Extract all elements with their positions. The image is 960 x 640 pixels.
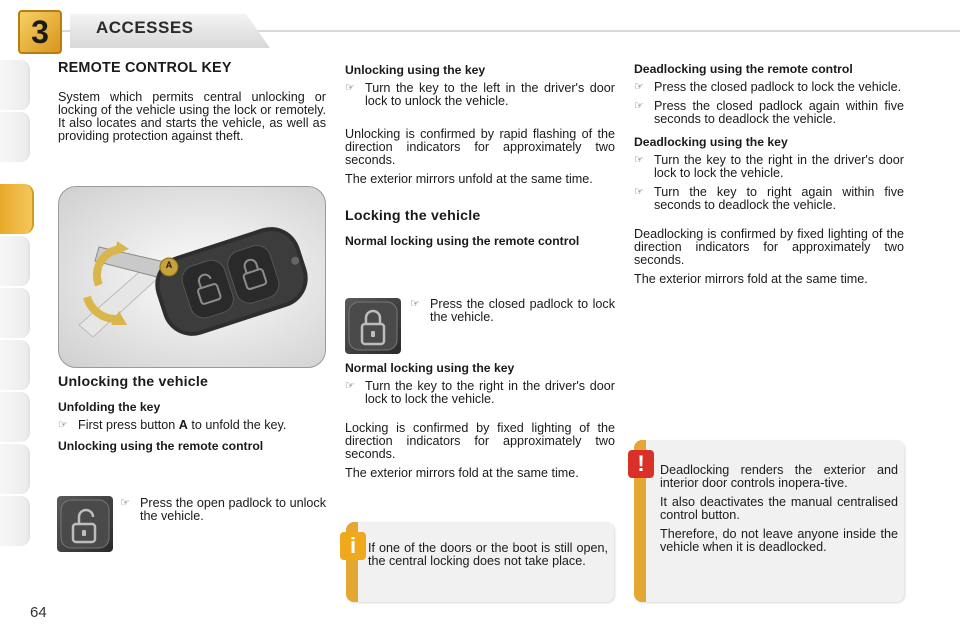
warning-paragraph-3: Therefore, do not leave anyone inside the vehicle when it is deadlocked. — [660, 527, 898, 554]
unlocking-heading: Unlocking the vehicle — [58, 374, 209, 390]
dead-key-heading: Deadlocking using the key — [634, 135, 788, 149]
chapter-tab[interactable] — [0, 288, 30, 338]
chapter-tab[interactable] — [0, 112, 30, 162]
pointing-hand-icon: ☞ — [634, 186, 644, 198]
normal-key-heading: Normal locking using the key — [345, 361, 515, 375]
left-column-lower — [58, 376, 326, 458]
chapter-tab[interactable] — [0, 236, 30, 286]
unlock-remote-bullet: ☞ Press the open padlock to unlock the vehicle. — [120, 496, 326, 523]
dead-confirm-paragraph: Deadlocking is confirmed by fixed lighting of the direction indicators for approximately two seconds. — [634, 227, 904, 267]
pointing-hand-icon: ☞ — [120, 497, 130, 509]
normal-key-bullet: ☞ Turn the key to the right in the driver's door lock to lock the vehicle. — [345, 379, 615, 406]
middle-column-lower — [345, 362, 615, 486]
chapter-tab-strip — [0, 60, 34, 580]
button-a-ref: A — [178, 418, 188, 432]
unlock-key-heading: Unlocking using the key — [345, 63, 486, 77]
dead-key-bullet-2: ☞ Turn the key to right again within five seconds to deadlock the vehicle. — [634, 185, 904, 212]
pointing-hand-icon: ☞ — [634, 154, 644, 166]
warning-paragraph-1: Deadlocking renders the exterior and interior door controls inopera-tive. — [660, 463, 898, 490]
locking-heading: Locking the vehicle — [345, 208, 481, 224]
pointing-hand-icon: ☞ — [634, 100, 644, 112]
dead-remote-heading: Deadlocking using the remote control — [634, 62, 853, 76]
unlock-remote-heading: Unlocking using the remote control — [58, 439, 264, 453]
intro-paragraph: System which permits central unlocking or locking of the vehicle using the lock or remotely. It also locates and starts the vehicle, as well as providing protection against theft. — [58, 90, 326, 143]
info-note — [346, 522, 614, 602]
normal-remote-bullet: ☞ Press the closed padlock to lock the vehicle. — [410, 297, 615, 324]
warning-icon: ! — [628, 450, 654, 478]
dead-remote-bullet-2: ☞ Press the closed padlock again within five seconds to deadlock the vehicle. — [634, 99, 904, 126]
info-icon: i — [340, 532, 366, 560]
remote-key-photo — [58, 186, 326, 368]
unlock-remote-bullet-wrap — [120, 497, 326, 529]
chapter-tab[interactable] — [0, 392, 30, 442]
unlock-key-bullet: ☞ Turn the key to the left in the driver's door lock to unlock the vehicle. — [345, 81, 615, 108]
right-column — [634, 63, 904, 292]
normal-remote-bullet-wrap — [410, 298, 615, 330]
dead-remote-bullet-1: ☞ Press the closed padlock to lock the vehicle. — [634, 80, 902, 94]
lock-confirm-paragraph: Locking is confirmed by fixed lighting of the direction indicators for approximately two seconds. — [345, 421, 615, 461]
pointing-hand-icon: ☞ — [410, 298, 420, 310]
warning-paragraph-2: It also deactivates the manual centralised control button. — [660, 495, 898, 522]
chapter-tab[interactable] — [0, 444, 30, 494]
left-column — [58, 62, 326, 149]
closed-padlock-icon — [345, 298, 401, 354]
chapter-title: ACCESSES — [96, 18, 194, 37]
warning-note — [634, 440, 904, 602]
open-padlock-button-icon — [57, 496, 113, 552]
dead-key-bullet-1: ☞ Turn the key to the right in the driver's door lock to lock the vehicle. — [634, 153, 904, 180]
pointing-hand-icon: ☞ — [634, 81, 644, 93]
dead-mirrors-paragraph: The exterior mirrors fold at the same time. — [634, 272, 868, 286]
unfolding-bullet: ☞ First press button A to unfold the key. — [58, 418, 287, 432]
unfolding-heading: Unfolding the key — [58, 400, 161, 414]
pointing-hand-icon: ☞ — [345, 380, 355, 392]
chapter-tab-active[interactable] — [0, 184, 34, 234]
unlock-confirm-paragraph: Unlocking is confirmed by rapid flashing of the direction indicators for approximately two seconds. — [345, 127, 615, 167]
middle-column — [345, 64, 615, 253]
chapter-tab[interactable] — [0, 340, 30, 390]
pointing-hand-icon: ☞ — [345, 82, 355, 94]
closed-padlock-button-icon — [345, 298, 401, 354]
normal-remote-heading: Normal locking using the remote control — [345, 234, 580, 248]
page-number: 64 — [30, 604, 47, 621]
info-note-text: If one of the doors or the boot is still open, the central locking does not take place. — [368, 541, 608, 568]
chapter-tab[interactable] — [0, 496, 30, 546]
chapter-number-badge: 3 — [18, 10, 62, 54]
open-padlock-icon — [57, 496, 113, 552]
chapter-tab[interactable] — [0, 60, 30, 110]
remote-key-illustration — [59, 187, 326, 368]
lock-mirrors-paragraph: The exterior mirrors fold at the same time. — [345, 466, 579, 480]
section-title: REMOTE CONTROL KEY — [58, 60, 232, 76]
pointing-hand-icon: ☞ — [58, 419, 68, 431]
button-a-label: A — [165, 260, 173, 270]
unlock-mirrors-paragraph: The exterior mirrors unfold at the same time. — [345, 172, 593, 186]
